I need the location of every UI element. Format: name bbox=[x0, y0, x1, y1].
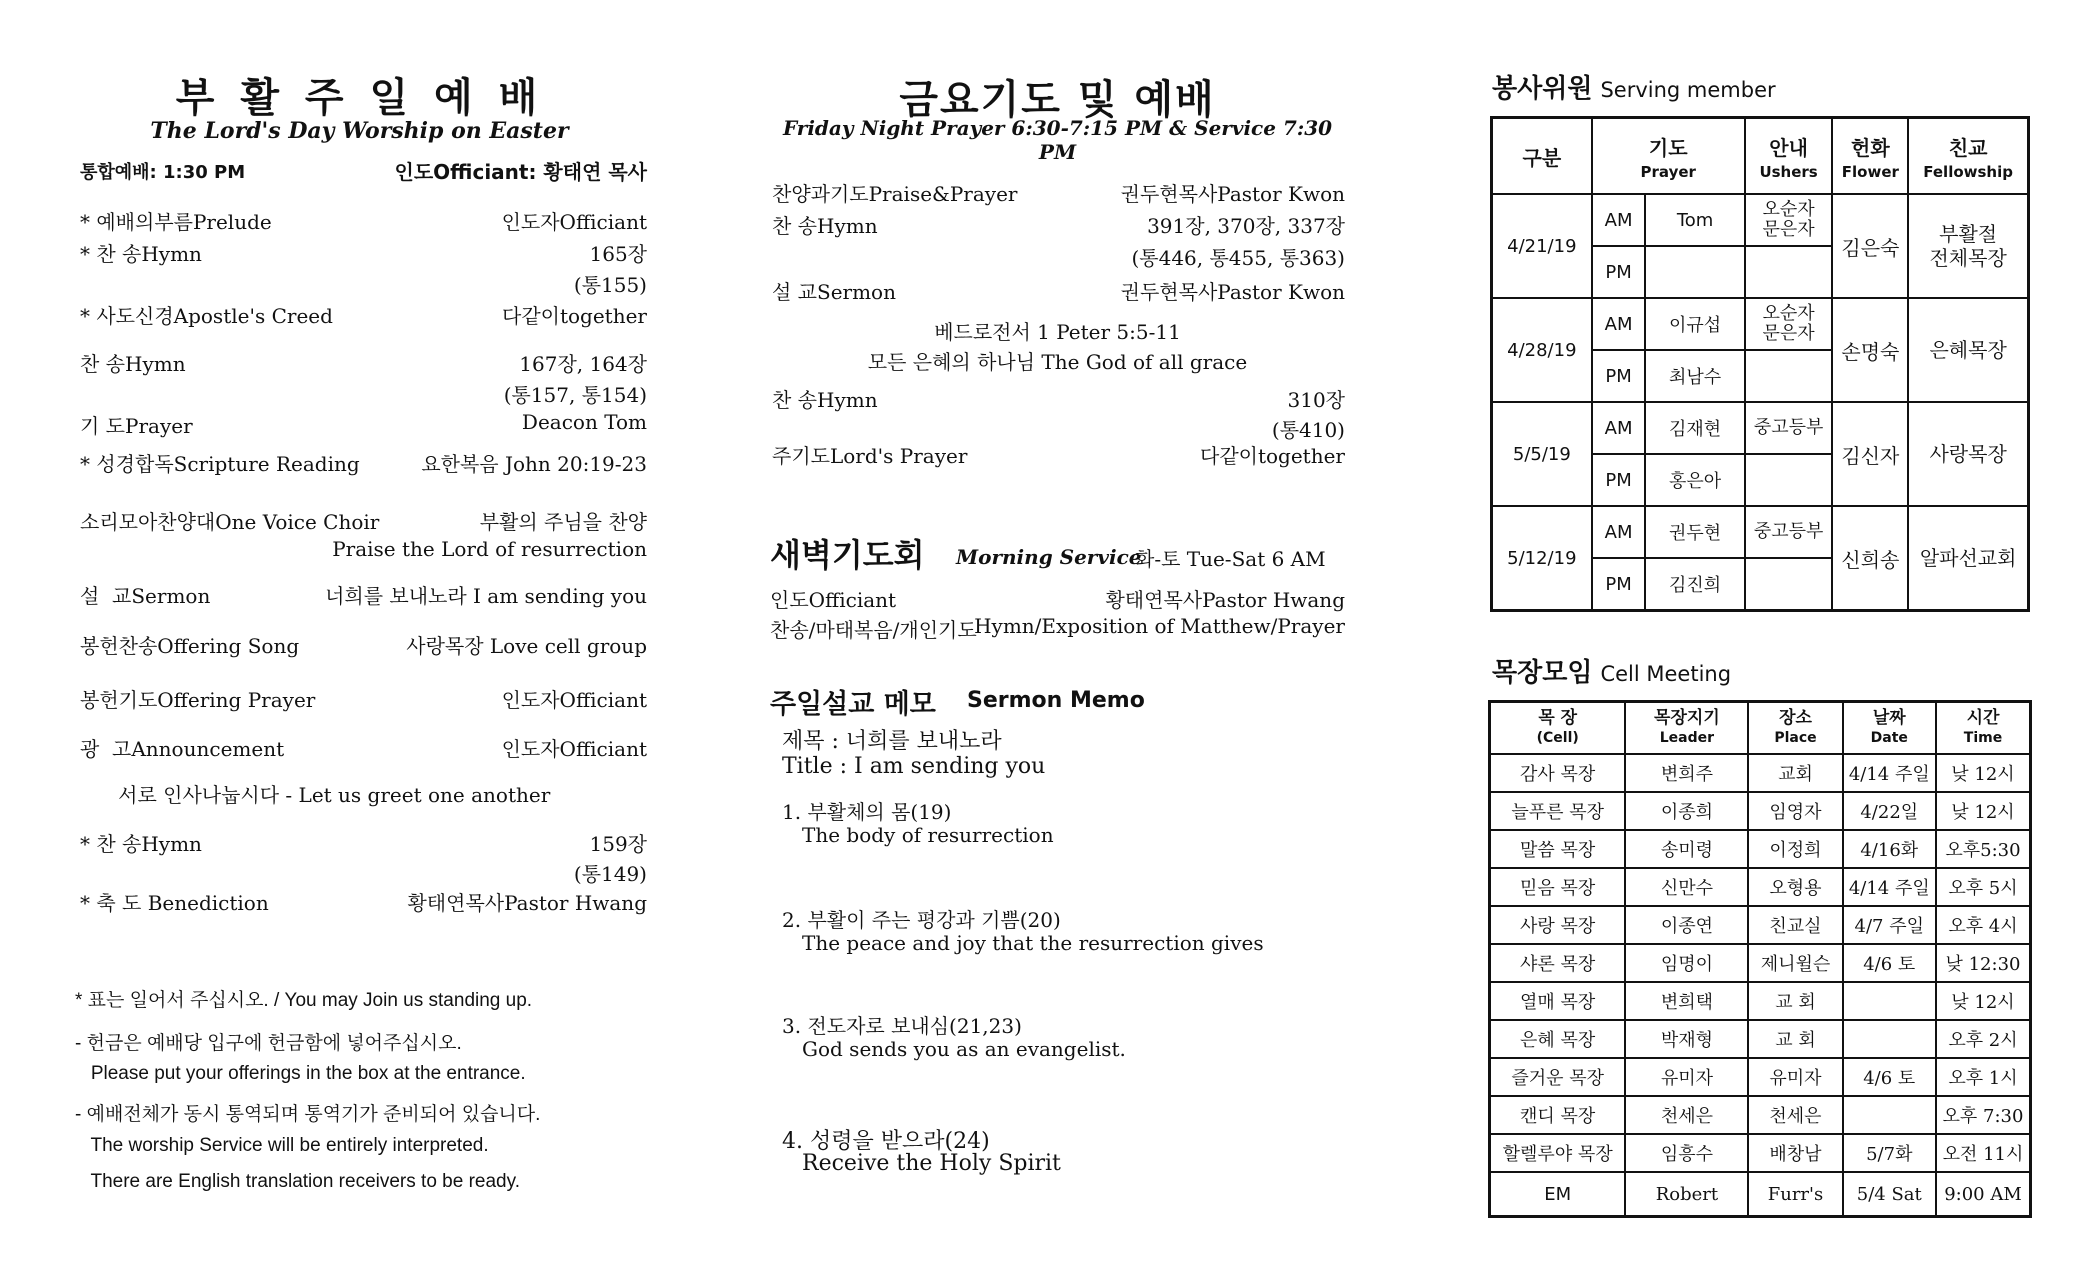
memo-topic-ko: 제목 : 너희를 보내노라 bbox=[782, 729, 1002, 754]
cell-value: 배창남 bbox=[1748, 1134, 1842, 1172]
order-item-value: Deacon Tom bbox=[521, 410, 647, 434]
serving-header-ko: 친교 bbox=[1948, 135, 1988, 160]
morning-content: Hymn/Exposition of Matthew/Prayer bbox=[974, 614, 1345, 638]
cell-value: 할렐루야 목장 bbox=[1490, 1134, 1626, 1172]
cell-value bbox=[1843, 1020, 1936, 1058]
cell-value: 오후 2시 bbox=[1936, 1020, 2031, 1058]
order-item-value: (통155) bbox=[573, 273, 647, 297]
cell-value: 낮 12시 bbox=[1936, 982, 2031, 1020]
order-item-value: 황태연목사Pastor Hwang bbox=[407, 891, 647, 915]
cell-row bbox=[1490, 906, 2031, 944]
order-item-label: * 찬 송Hymn bbox=[80, 242, 202, 266]
cell-value: 즐거운 목장 bbox=[1490, 1058, 1626, 1096]
cell-value: 샤론 목장 bbox=[1490, 944, 1626, 982]
serving-title-ko: 봉사위원 bbox=[1492, 74, 1593, 104]
cell-row bbox=[1490, 1096, 2031, 1134]
cell-value: 캔디 목장 bbox=[1490, 1096, 1626, 1134]
serving-header-en: Flower bbox=[1841, 162, 1899, 181]
easter-officiant: 인도Officiant: 황태연 목사 bbox=[394, 160, 647, 184]
cell-value: 제니윌슨 bbox=[1748, 944, 1842, 982]
serving-fellowship: 부활절 전체목장 bbox=[1908, 194, 2028, 298]
cell-row bbox=[1490, 830, 2031, 868]
serving-header-ko: 헌화 bbox=[1851, 135, 1890, 160]
friday-item-value: 391장, 370장, 337장 bbox=[1147, 214, 1345, 238]
cell-header-cell bbox=[1490, 702, 1626, 755]
serving-table bbox=[1490, 116, 2030, 612]
cell-value: 말씀 목장 bbox=[1490, 830, 1626, 868]
cell-value: 4/14 주일 bbox=[1843, 868, 1936, 906]
cell-value: 4/7 주일 bbox=[1843, 906, 1936, 944]
serving-header-cell bbox=[1832, 118, 1908, 195]
serving-header-cell bbox=[1492, 118, 1592, 195]
cell-value: 낮 12시 bbox=[1936, 792, 2031, 830]
cell-value: 임흥수 bbox=[1625, 1134, 1748, 1172]
serving-am-label: AM bbox=[1592, 194, 1646, 246]
cell-value: 오후 5시 bbox=[1936, 868, 2031, 906]
serving-title-en: Serving member bbox=[1600, 78, 1776, 102]
cell-header-en: Leader bbox=[1659, 730, 1715, 746]
cell-header-en: Time bbox=[1963, 730, 2003, 746]
cell-value: 친교실 bbox=[1748, 906, 1842, 944]
order-item-label: * 축 도 Benediction bbox=[80, 891, 269, 915]
cell-value: 유미자 bbox=[1625, 1058, 1748, 1096]
cell-header-ko: 날짜 bbox=[1872, 708, 1906, 728]
cell-title-ko: 목장모임 bbox=[1492, 658, 1593, 688]
friday-item-label: 찬 송Hymn bbox=[772, 214, 878, 238]
memo-point-en: The body of resurrection bbox=[802, 823, 1054, 847]
serving-pm-prayer: 홍은아 bbox=[1645, 454, 1744, 506]
cell-header-en: Date bbox=[1870, 730, 1908, 746]
cell-title bbox=[1492, 652, 1731, 689]
note-line: There are English translation receivers to be ready. bbox=[75, 1171, 520, 1192]
cell-header-ko: 장소 bbox=[1779, 708, 1812, 728]
note-line: * 표는 일어서 주십시오. / You may Join us standing up. bbox=[75, 990, 533, 1011]
serving-header-en: Prayer bbox=[1640, 162, 1696, 181]
order-item-value: 너희를 보내노라 I am sending you bbox=[325, 584, 647, 608]
note-line: - 예배전체가 동시 통역되며 통역기가 준비되어 있습니다. bbox=[75, 1104, 541, 1125]
cell-value: 천세은 bbox=[1748, 1096, 1842, 1134]
friday-item-value: 310장 bbox=[1287, 388, 1345, 412]
order-item-label: 기 도Prayer bbox=[80, 414, 193, 438]
cell-header-en: (Cell) bbox=[1536, 730, 1579, 746]
serving-pm-ushers bbox=[1745, 454, 1833, 506]
cell-value: 낮 12:30 bbox=[1936, 944, 2031, 982]
cell-value: 4/6 토 bbox=[1843, 944, 1936, 982]
serving-am-prayer: 김재현 bbox=[1645, 402, 1744, 454]
serving-am-ushers: 오순자 문은자 bbox=[1745, 194, 1833, 246]
order-item-value: 159장 bbox=[589, 832, 647, 856]
cell-value: 유미자 bbox=[1748, 1058, 1842, 1096]
order-item-value: 부활의 주님을 찬양 bbox=[479, 510, 647, 534]
cell-value: 믿음 목장 bbox=[1490, 868, 1626, 906]
easter-subtitle: The Lord's Day Worship on Easter bbox=[150, 118, 569, 144]
order-item-value: 인도자Officiant bbox=[501, 688, 647, 712]
serving-flower: 손명숙 bbox=[1832, 298, 1908, 402]
cell-table bbox=[1488, 700, 2032, 1218]
cell-value: 4/22일 bbox=[1843, 792, 1936, 830]
morning-officiant-label: 인도Officiant bbox=[770, 588, 897, 612]
serving-am-prayer: 권두현 bbox=[1645, 506, 1744, 558]
cell-value: 오후 7:30 bbox=[1936, 1096, 2031, 1134]
cell-value: 신만수 bbox=[1625, 868, 1748, 906]
cell-value: 5/7화 bbox=[1843, 1134, 1936, 1172]
serving-header-cell bbox=[1908, 118, 2028, 195]
cell-title-en: Cell Meeting bbox=[1600, 662, 1732, 686]
cell-value: 이종희 bbox=[1625, 792, 1748, 830]
serving-pm-ushers bbox=[1745, 246, 1833, 298]
memo-point-en: God sends you as an evangelist. bbox=[802, 1037, 1126, 1061]
cell-row bbox=[1490, 944, 2031, 982]
cell-header-en: Place bbox=[1774, 730, 1817, 746]
friday-item-value: (통446, 통455, 통363) bbox=[1131, 246, 1345, 270]
serving-pm-label: PM bbox=[1592, 454, 1646, 506]
cell-value: 오전 11시 bbox=[1936, 1134, 2031, 1172]
cell-value: 임영자 bbox=[1748, 792, 1842, 830]
cell-value: 낮 12시 bbox=[1936, 754, 2031, 792]
order-item-value: 요한복음 John 20:19-23 bbox=[421, 452, 647, 476]
order-item-value: 인도자Officiant bbox=[501, 737, 647, 761]
order-item-label: 봉헌찬송Offering Song bbox=[80, 634, 300, 658]
cell-row bbox=[1490, 1058, 2031, 1096]
friday-subtitle: Friday Night Prayer 6:30-7:15 PM & Service 7:30 PM bbox=[782, 116, 1333, 164]
order-item-label: * 성경합독Scripture Reading bbox=[80, 452, 360, 476]
cell-value: 박재형 bbox=[1625, 1020, 1748, 1058]
morning-subtitle: Morning Service bbox=[956, 545, 1142, 569]
cell-value: 열매 목장 bbox=[1490, 982, 1626, 1020]
serving-header-row bbox=[1492, 118, 2029, 195]
cell-value: 교 회 bbox=[1748, 1020, 1842, 1058]
serving-row-am bbox=[1492, 194, 2029, 246]
cell-value bbox=[1843, 1096, 1936, 1134]
order-item-label: 설 교Sermon bbox=[80, 584, 211, 608]
friday-item-label: 주기도Lord's Prayer bbox=[772, 444, 968, 468]
serving-header-ko: 기도 bbox=[1648, 135, 1688, 160]
order-item-value: Praise the Lord of resurrection bbox=[332, 537, 647, 561]
order-item-value: 167장, 164장 bbox=[519, 352, 647, 376]
serving-fellowship: 알파선교회 bbox=[1908, 506, 2028, 611]
cell-header-cell bbox=[1748, 702, 1842, 755]
serving-fellowship: 사랑목장 bbox=[1908, 402, 2028, 506]
serving-header-en: Fellowship bbox=[1923, 162, 2013, 181]
serving-am-prayer: 이규섭 bbox=[1645, 298, 1744, 350]
memo-point-ko: 3. 전도자로 보내심(21,23) bbox=[782, 1014, 1022, 1038]
serving-date: 4/28/19 bbox=[1492, 298, 1592, 402]
serving-date: 5/12/19 bbox=[1492, 506, 1592, 611]
friday-item-label: 찬 송Hymn bbox=[772, 388, 878, 412]
friday-item-value: (통410) bbox=[1271, 418, 1345, 442]
cell-value: 9:00 AM bbox=[1936, 1172, 2031, 1217]
memo-point-ko: 2. 부활이 주는 평강과 기쁨(20) bbox=[782, 908, 1061, 932]
order-item-value: 인도자Officiant bbox=[501, 210, 647, 234]
order-item-label: * 사도신경Apostle's Creed bbox=[80, 304, 333, 328]
cell-header-row bbox=[1490, 702, 2031, 755]
cell-value: 임명이 bbox=[1625, 944, 1748, 982]
cell-value: Robert bbox=[1625, 1172, 1748, 1217]
cell-header-cell bbox=[1625, 702, 1748, 755]
cell-value: 변희주 bbox=[1625, 754, 1748, 792]
note-line: The worship Service will be entirely interpreted. bbox=[75, 1135, 489, 1156]
cell-value: 변희택 bbox=[1625, 982, 1748, 1020]
cell-value: 감사 목장 bbox=[1490, 754, 1626, 792]
serving-am-label: AM bbox=[1592, 506, 1646, 558]
order-item-label: 서로 인사나눕시다 - Let us greet one another bbox=[80, 783, 551, 807]
memo-title-en: Sermon Memo bbox=[967, 688, 1145, 713]
cell-row bbox=[1490, 792, 2031, 830]
cell-header-ko: 목 장 bbox=[1538, 708, 1578, 728]
serving-header-cell bbox=[1592, 118, 1745, 195]
friday-item-value: 권두현목사Pastor Kwon bbox=[1120, 280, 1345, 304]
cell-value: 이정희 bbox=[1748, 830, 1842, 868]
cell-value: 4/6 토 bbox=[1843, 1058, 1936, 1096]
cell-header-cell bbox=[1843, 702, 1936, 755]
cell-row bbox=[1490, 1020, 2031, 1058]
order-item-label: 봉헌기도Offering Prayer bbox=[80, 688, 316, 712]
morning-title: 새벽기도회 bbox=[770, 536, 925, 574]
serving-row-am bbox=[1492, 506, 2029, 558]
serving-am-prayer: Tom bbox=[1645, 194, 1744, 246]
serving-title bbox=[1492, 68, 1776, 105]
friday-item-center: 모든 은혜의 하나님 The God of all grace bbox=[867, 350, 1248, 374]
serving-header-en: Ushers bbox=[1759, 162, 1818, 181]
morning-time: 화-토 Tue-Sat 6 AM bbox=[1135, 547, 1326, 571]
cell-value: 오형용 bbox=[1748, 868, 1842, 906]
cell-value: 4/14 주일 bbox=[1843, 754, 1936, 792]
order-item-value: 165장 bbox=[589, 242, 647, 266]
cell-row bbox=[1490, 982, 2031, 1020]
cell-value: 교 회 bbox=[1748, 982, 1842, 1020]
cell-value: 은혜 목장 bbox=[1490, 1020, 1626, 1058]
serving-date: 5/5/19 bbox=[1492, 402, 1592, 506]
order-item-label: 광 고Announcement bbox=[80, 737, 285, 761]
cell-row bbox=[1490, 1172, 2031, 1217]
serving-header-cell bbox=[1745, 118, 1833, 195]
friday-item-value: 다같이together bbox=[1200, 444, 1345, 468]
memo-topic-en: Title : I am sending you bbox=[782, 754, 1046, 779]
order-item-value: (통149) bbox=[573, 862, 647, 886]
cell-value: 송미령 bbox=[1625, 830, 1748, 868]
morning-officiant: 황태연목사Pastor Hwang bbox=[1105, 588, 1345, 612]
cell-row bbox=[1490, 754, 2031, 792]
order-item-label: 찬 송Hymn bbox=[80, 352, 186, 376]
note-line: - 헌금은 예배당 입구에 헌금함에 넣어주십시오. bbox=[75, 1033, 462, 1054]
order-item-value: 사랑목장 Love cell group bbox=[406, 634, 647, 658]
cell-value: 오후 1시 bbox=[1936, 1058, 2031, 1096]
friday-section bbox=[770, 0, 1345, 1275]
serving-pm-label: PM bbox=[1592, 246, 1646, 298]
cell-value: 이종연 bbox=[1625, 906, 1748, 944]
cell-value: EM bbox=[1490, 1172, 1626, 1217]
serving-header-ko: 구분 bbox=[1522, 145, 1562, 170]
order-item-label: * 예배의부름Prelude bbox=[80, 210, 272, 234]
cell-header-ko: 시간 bbox=[1966, 708, 2000, 728]
order-item-label: * 찬 송Hymn bbox=[80, 832, 202, 856]
serving-am-label: AM bbox=[1592, 298, 1646, 350]
order-item-value: 다같이together bbox=[502, 304, 647, 328]
serving-am-ushers: 중고등부 bbox=[1745, 402, 1833, 454]
serving-am-ushers: 중고등부 bbox=[1745, 506, 1833, 558]
friday-item-label: 찬양과기도Praise&Prayer bbox=[772, 182, 1018, 206]
serving-pm-ushers bbox=[1745, 558, 1833, 611]
cell-value: 천세은 bbox=[1625, 1096, 1748, 1134]
cell-value: 사랑 목장 bbox=[1490, 906, 1626, 944]
cell-header-ko: 목장지기 bbox=[1654, 708, 1720, 728]
serving-row-am bbox=[1492, 298, 2029, 350]
serving-pm-ushers bbox=[1745, 350, 1833, 402]
serving-fellowship: 은혜목장 bbox=[1908, 298, 2028, 402]
order-item-value: (통157, 통154) bbox=[503, 383, 647, 407]
serving-pm-prayer: 최남수 bbox=[1645, 350, 1744, 402]
friday-item-center: 베드로전서 1 Peter 5:5-11 bbox=[934, 320, 1181, 344]
cell-value: 오후5:30 bbox=[1936, 830, 2031, 868]
memo-point-en: Receive the Holy Spirit bbox=[802, 1151, 1061, 1176]
serving-am-label: AM bbox=[1592, 402, 1646, 454]
cell-row bbox=[1490, 1134, 2031, 1172]
serving-header-ko: 안내 bbox=[1769, 135, 1808, 160]
cell-value: 늘푸른 목장 bbox=[1490, 792, 1626, 830]
cell-value bbox=[1843, 982, 1936, 1020]
memo-title: 주일설교 메모 bbox=[770, 689, 936, 720]
cell-value: 4/16화 bbox=[1843, 830, 1936, 868]
cell-row bbox=[1490, 868, 2031, 906]
cell-value: 교회 bbox=[1748, 754, 1842, 792]
memo-point-ko: 4. 성령을 받으라(24) bbox=[782, 1129, 990, 1154]
memo-point-en: The peace and joy that the resurrection gives bbox=[802, 931, 1264, 955]
friday-item-label: 설 교Sermon bbox=[772, 280, 896, 304]
serving-pm-label: PM bbox=[1592, 350, 1646, 402]
serving-flower: 신희송 bbox=[1832, 506, 1908, 611]
order-item-label: 소리모아찬양대One Voice Choir bbox=[80, 510, 380, 534]
morning-content-label: 찬송/마태복음/개인기도 bbox=[770, 618, 977, 642]
friday-item-value: 권두현목사Pastor Kwon bbox=[1120, 182, 1345, 206]
cell-value: 5/4 Sat bbox=[1843, 1172, 1936, 1217]
memo-point-ko: 1. 부활체의 몸(19) bbox=[782, 800, 952, 824]
friday-title: 금요기도 및 예배 bbox=[899, 77, 1216, 123]
easter-time: 통합예배: 1:30 PM bbox=[80, 162, 246, 183]
serving-row-am bbox=[1492, 402, 2029, 454]
note-line: Please put your offerings in the box at the entrance. bbox=[75, 1063, 526, 1084]
cell-value: Furr's bbox=[1748, 1172, 1842, 1217]
cell-value: 오후 4시 bbox=[1936, 906, 2031, 944]
serving-pm-prayer bbox=[1645, 246, 1744, 298]
serving-flower: 김은숙 bbox=[1832, 194, 1908, 298]
serving-am-ushers: 오순자 문은자 bbox=[1745, 298, 1833, 350]
serving-pm-prayer: 김진희 bbox=[1645, 558, 1744, 611]
easter-title: 부 활 주 일 예 배 bbox=[175, 75, 544, 121]
serving-flower: 김신자 bbox=[1832, 402, 1908, 506]
serving-pm-label: PM bbox=[1592, 558, 1646, 611]
serving-date: 4/21/19 bbox=[1492, 194, 1592, 298]
cell-header-cell bbox=[1936, 702, 2031, 755]
easter-worship-section bbox=[72, 0, 647, 1275]
